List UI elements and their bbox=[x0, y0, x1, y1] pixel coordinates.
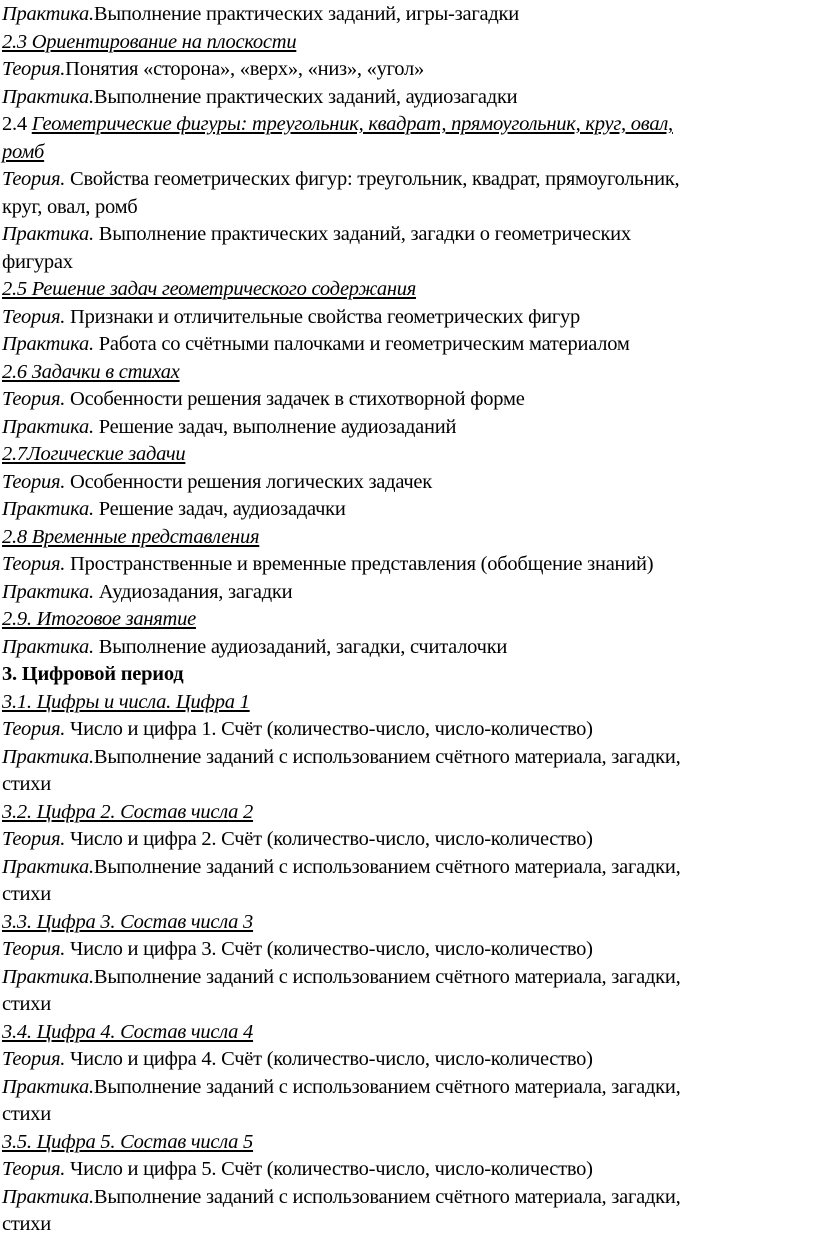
content-line bbox=[2, 1156, 816, 1184]
subsection-heading-text: 2.6 Задачки в стихах bbox=[2, 360, 180, 383]
subsection-heading bbox=[2, 524, 816, 552]
content-line bbox=[2, 634, 816, 662]
entry-text-continuation: стихи bbox=[2, 883, 51, 905]
subsection-heading bbox=[2, 441, 816, 469]
section-heading-text: 3. Цифровой период bbox=[2, 663, 184, 685]
content-line bbox=[2, 84, 816, 112]
content-line bbox=[2, 386, 816, 414]
entry-text: Число и цифра 3. Счёт (количество-число, число-количество) bbox=[65, 938, 593, 960]
entry-label: Теория. bbox=[2, 1158, 66, 1180]
entry-text: Особенности решения задачек в стихотворной форме bbox=[65, 388, 525, 410]
entry-text: Выполнение практических заданий, аудиозагадки bbox=[93, 85, 518, 108]
subsection-heading bbox=[2, 1019, 816, 1047]
content-line-continuation bbox=[2, 1101, 816, 1129]
entry-text: Число и цифра 2. Счёт (количество-число, число-количество) bbox=[65, 828, 593, 850]
content-line-continuation bbox=[2, 249, 816, 277]
content-line-continuation bbox=[2, 881, 816, 909]
document-body bbox=[0, 1, 816, 1239]
entry-label: Практика. bbox=[2, 415, 94, 438]
content-line bbox=[2, 551, 816, 579]
entry-label: Практика. bbox=[2, 1075, 94, 1098]
entry-label: Теория. bbox=[2, 828, 66, 850]
entry-label: Практика. bbox=[2, 85, 94, 108]
content-line bbox=[2, 331, 816, 359]
subsection-heading-text: 3.5. Цифра 5. Состав числа 5 bbox=[2, 1130, 254, 1153]
subsection-heading bbox=[2, 276, 816, 304]
entry-text: Число и цифра 5. Счёт (количество-число, число-количество) bbox=[65, 1158, 593, 1180]
content-line bbox=[2, 826, 816, 854]
entry-text-continuation: круг, овал, ромб bbox=[2, 195, 138, 218]
subsection-heading bbox=[2, 689, 816, 717]
entry-label: Практика. bbox=[2, 333, 94, 355]
subsection-heading-text: 3.4. Цифра 4. Состав числа 4 bbox=[2, 1020, 254, 1043]
entry-text: Число и цифра 1. Счёт (количество-число, число-количество) bbox=[65, 718, 593, 740]
subsection-heading-text: 3.3. Цифра 3. Состав числа 3 bbox=[2, 910, 254, 933]
content-line bbox=[2, 221, 816, 249]
entry-label: Практика. bbox=[2, 3, 94, 25]
entry-label: Практика. bbox=[2, 855, 94, 878]
subsection-heading-continuation bbox=[2, 139, 816, 167]
entry-label: Теория. bbox=[2, 1048, 66, 1070]
subsection-heading bbox=[2, 29, 816, 57]
content-line bbox=[2, 414, 816, 442]
subsection-number: 2.4 bbox=[2, 113, 32, 135]
entry-text: Выполнение заданий с использованием счётного материала, загадки, bbox=[93, 1075, 681, 1098]
content-line bbox=[2, 496, 816, 524]
entry-label: Теория. bbox=[2, 470, 66, 493]
subsection-heading-text: 2.7Логические задачи bbox=[2, 443, 186, 465]
subsection-heading bbox=[2, 799, 816, 827]
entry-label: Практика. bbox=[2, 223, 94, 245]
entry-label: Практика. bbox=[2, 745, 94, 768]
entry-label: Теория. bbox=[2, 388, 66, 410]
content-line bbox=[2, 1184, 816, 1212]
content-line bbox=[2, 469, 816, 497]
entry-text: Свойства геометрических фигур: треугольник, квадрат, прямоугольник, bbox=[65, 168, 680, 190]
entry-label: Теория. bbox=[2, 938, 66, 960]
subsection-heading bbox=[2, 359, 816, 387]
content-line bbox=[2, 304, 816, 332]
content-line bbox=[2, 716, 816, 744]
entry-text: Признаки и отличительные свойства геометрических фигур bbox=[65, 305, 581, 328]
entry-text: Понятия «сторона», «верх», «низ», «угол» bbox=[65, 58, 425, 80]
entry-label: Теория. bbox=[2, 718, 66, 740]
entry-text-continuation: стихи bbox=[2, 993, 51, 1015]
content-line-continuation bbox=[2, 991, 816, 1019]
content-line bbox=[2, 1, 816, 29]
subsection-heading bbox=[2, 606, 816, 634]
entry-text-continuation: фигурах bbox=[2, 250, 73, 273]
subsection-heading-text: 2.5 Решение задач геометрического содержания bbox=[2, 278, 417, 300]
entry-label: Теория. bbox=[2, 553, 66, 575]
entry-text: Число и цифра 4. Счёт (количество-число, число-количество) bbox=[65, 1048, 593, 1070]
subsection-heading-text: 2.3 Ориентирование на плоскости bbox=[2, 30, 297, 53]
entry-text-continuation: стихи bbox=[2, 773, 51, 795]
entry-label: Практика. bbox=[2, 580, 94, 603]
content-line bbox=[2, 936, 816, 964]
entry-text: Особенности решения логических задачек bbox=[65, 470, 432, 493]
content-line bbox=[2, 744, 816, 772]
content-line bbox=[2, 56, 816, 84]
content-line-continuation bbox=[2, 771, 816, 799]
entry-text: Выполнение аудиозаданий, загадки, считалочки bbox=[93, 635, 508, 658]
entry-text: Пространственные и временные представления (обобщение знаний) bbox=[65, 553, 654, 575]
entry-label: Теория. bbox=[2, 168, 66, 190]
content-line bbox=[2, 579, 816, 607]
subsection-heading-text: 3.2. Цифра 2. Состав числа 2 bbox=[2, 800, 254, 823]
subsection-heading bbox=[2, 909, 816, 937]
entry-text: Выполнение практических заданий, игры-загадки bbox=[93, 3, 519, 25]
entry-text: Выполнение заданий с использованием счётного материала, загадки, bbox=[93, 855, 681, 878]
content-line bbox=[2, 1074, 816, 1102]
entry-text: Решение задач, выполнение аудиозаданий bbox=[93, 415, 457, 438]
content-line-continuation bbox=[2, 194, 816, 222]
entry-text: Выполнение практических заданий, загадки о геометрических bbox=[93, 223, 631, 245]
entry-label: Практика. bbox=[2, 635, 94, 658]
entry-text-continuation: стихи bbox=[2, 1103, 51, 1125]
entry-label: Практика. bbox=[2, 498, 94, 520]
entry-text: Выполнение заданий с использованием счётного материала, загадки, bbox=[93, 1185, 681, 1208]
content-line bbox=[2, 854, 816, 882]
entry-text: Работа со счётными палочками и геометрическим материалом bbox=[93, 333, 630, 355]
subsection-heading-text: 2.8 Временные представления bbox=[2, 525, 260, 548]
content-line bbox=[2, 964, 816, 992]
subsection-heading-text: 2.9. Итоговое занятие bbox=[2, 608, 196, 630]
subsection-heading-text-continuation: ромб bbox=[2, 140, 45, 163]
entry-label: Практика. bbox=[2, 1185, 94, 1208]
subsection-heading-text: 3.1. Цифры и числа. Цифра 1 bbox=[2, 690, 250, 713]
entry-label: Практика. bbox=[2, 965, 94, 988]
entry-label: Теория. bbox=[2, 58, 66, 80]
section-heading bbox=[2, 661, 816, 689]
entry-text: Решение задач, аудиозадачки bbox=[93, 498, 346, 520]
content-line bbox=[2, 166, 816, 194]
content-line-continuation bbox=[2, 1211, 816, 1239]
entry-text: Выполнение заданий с использованием счётного материала, загадки, bbox=[93, 965, 681, 988]
entry-label: Теория. bbox=[2, 305, 66, 328]
content-line bbox=[2, 1046, 816, 1074]
entry-text: Выполнение заданий с использованием счётного материала, загадки, bbox=[93, 745, 681, 768]
subsection-heading-text: Геометрические фигуры: треугольник, квадрат, прямоугольник, круг, овал, bbox=[31, 113, 673, 135]
entry-text: Аудиозадания, загадки bbox=[93, 580, 293, 603]
entry-text-continuation: стихи bbox=[2, 1213, 51, 1235]
subsection-heading bbox=[2, 1129, 816, 1157]
subsection-heading bbox=[2, 111, 816, 139]
